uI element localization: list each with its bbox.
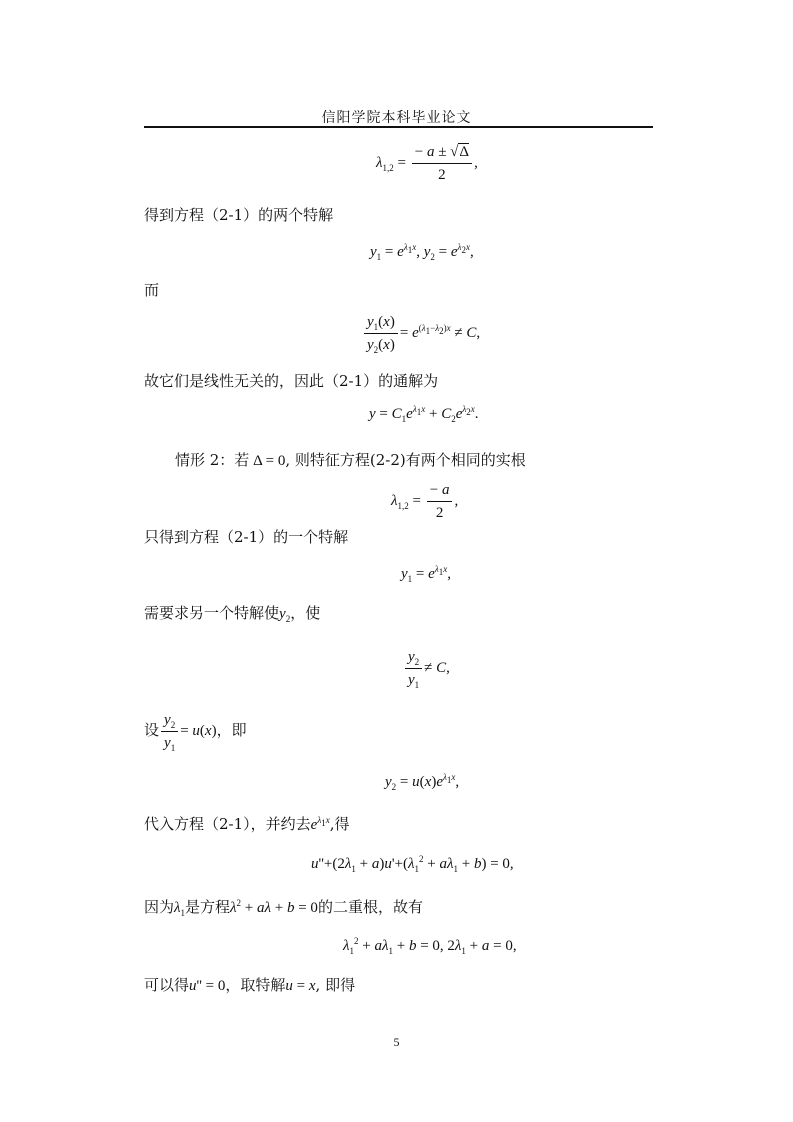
- paragraph-substitute: 代入方程（2-1），并约去$e^{\lambda_1x}$,得: [144, 815, 350, 833]
- equation-special-solutions: $y_1 = e^{\lambda_1x}$, $y_2 = e^{\lambda_2x}$,: [370, 242, 474, 262]
- header-rule: [144, 126, 653, 128]
- paragraph-two-special-solutions: 得到方程（2-1）的两个特解: [144, 206, 334, 224]
- running-header: 信阳学院本科毕业论文: [321, 110, 472, 126]
- equation-y1: $y_1 = e^{\lambda_1x}$,: [401, 564, 451, 584]
- paragraph-double-root: 因为$\lambda_1$是方程$\lambda^2 + a\lambda + b = 0$的二重根，故有: [144, 898, 423, 918]
- equation-u-ode: $u''+(2\lambda_1 + a)u'+(\lambda_1^2 + a\lambda_1 + b) = 0$,: [311, 854, 514, 874]
- equation-roots-equal: $\lambda_{1,2}$ = $\frac{- a}{2}$ ,: [391, 482, 459, 521]
- paragraph-general-solution-intro: 故它们是线性无关的，因此（2-1）的通解为: [144, 372, 439, 390]
- equation-y2-over-y1: $\frac{y_2}{y_1}$ ≠ C,: [403, 648, 450, 689]
- equation-y2-u: $y_2 = u(x)e^{\lambda_1x}$,: [385, 772, 460, 792]
- equation-conditions: $\lambda_1^2 + a\lambda_1 + b = 0$, $2\lambda_1 + a = 0$,: [343, 936, 517, 956]
- page-number: 5: [393, 1035, 400, 1049]
- equation-ratio-not-constant: $\frac{y_1(x)}{y_2(x)}$ = $e^{(\lambda_1-\lambda_2)x} \ne C$,: [362, 313, 480, 354]
- equation-general-solution: $y = C_1e^{\lambda_1x} + C_2e^{\lambda_2x}$.: [369, 404, 479, 424]
- case-2-lead: 情形 2：若: [175, 451, 250, 469]
- paragraph-set-u: 设 $\frac{y_2}{y_1}$ = u(x)，即: [144, 712, 247, 753]
- case-2-rest: , 则特征方程(2-2)有两个相同的实根: [285, 451, 526, 469]
- paragraph-one-special-solution: 只得到方程（2-1）的一个特解: [144, 528, 349, 546]
- paragraph-need-another: 需要求另一个特解使$y_2$，使: [144, 604, 321, 624]
- paragraph-case-2: 情形 2：若 Δ = 0, 则特征方程(2-2)有两个相同的实根: [175, 451, 526, 469]
- equation-roots-distinct: $\lambda_{1,2}$ = $\frac{- a \pm √\Delta}{2}$ ,: [376, 144, 478, 183]
- paragraph-take-u: 可以得u'' = 0，取特解u = x, 即得: [144, 976, 356, 994]
- paragraph-and: 而: [144, 281, 160, 299]
